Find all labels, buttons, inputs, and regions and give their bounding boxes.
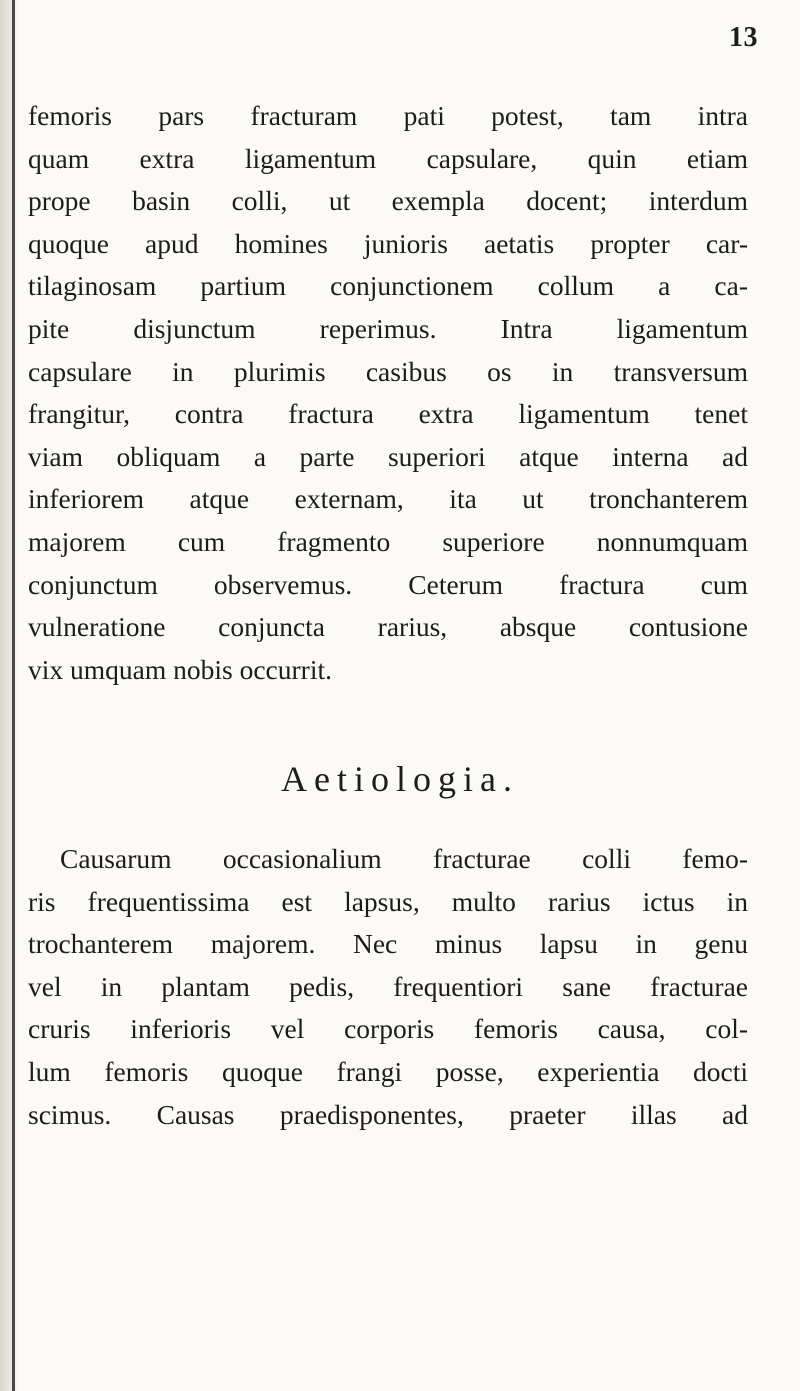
text-line: ris frequentissima est lapsus, multo rarius ictus in: [28, 885, 748, 917]
page-number: 13: [729, 22, 758, 53]
text-line: frangitur, contra fractura extra ligamentum tenet: [28, 398, 748, 430]
section-heading: Aetiologia.: [281, 759, 519, 799]
text-line: capsulare in plurimis casibus os in transversum: [28, 355, 748, 387]
text-line: pite disjunctum reperimus. Intra ligamentum: [28, 312, 748, 344]
text-line: trochanterem majorem. Nec minus lapsu in genu: [28, 928, 748, 960]
text-line: vel in plantam pedis, frequentiori sane fracturae: [28, 970, 748, 1002]
text-line: cruris inferioris vel corporis femoris causa, col-: [28, 1013, 748, 1045]
binding-edge-line: [12, 0, 15, 1391]
text-line: tilaginosam partium conjunctionem collum a ca-: [28, 270, 748, 302]
text-line: Causarum occasionalium fracturae colli femo-: [60, 843, 748, 874]
text-line: quam extra ligamentum capsulare, quin etiam: [28, 142, 748, 174]
text-line: lum femoris quoque frangi posse, experientia docti: [28, 1055, 748, 1087]
text-line: quoque apud homines junioris aetatis propter car-: [28, 227, 748, 259]
text-line: conjunctum observemus. Ceterum fractura cum: [28, 568, 748, 600]
paragraph-body: [28, 838, 748, 1136]
text-line: viam obliquam a parte superiori atque interna ad: [28, 440, 748, 472]
text-line: vulneratione conjuncta rarius, absque contusione: [28, 611, 748, 643]
text-line: femoris pars fracturam pati potest, tam intra: [28, 100, 748, 131]
text-line: majorem cum fragmento superiore nonnumquam: [28, 525, 748, 557]
binding-gutter: [0, 0, 18, 1391]
text-line: inferiorem atque externam, ita ut tronchanterem: [28, 483, 748, 515]
text-line: scimus. Causas praedisponentes, praeter illas ad: [28, 1098, 748, 1130]
text-line: vix umquam nobis occurrit.: [28, 653, 332, 685]
paragraph-body: [28, 95, 748, 691]
text-line: prope basin colli, ut exempla docent; interdum: [28, 185, 748, 217]
